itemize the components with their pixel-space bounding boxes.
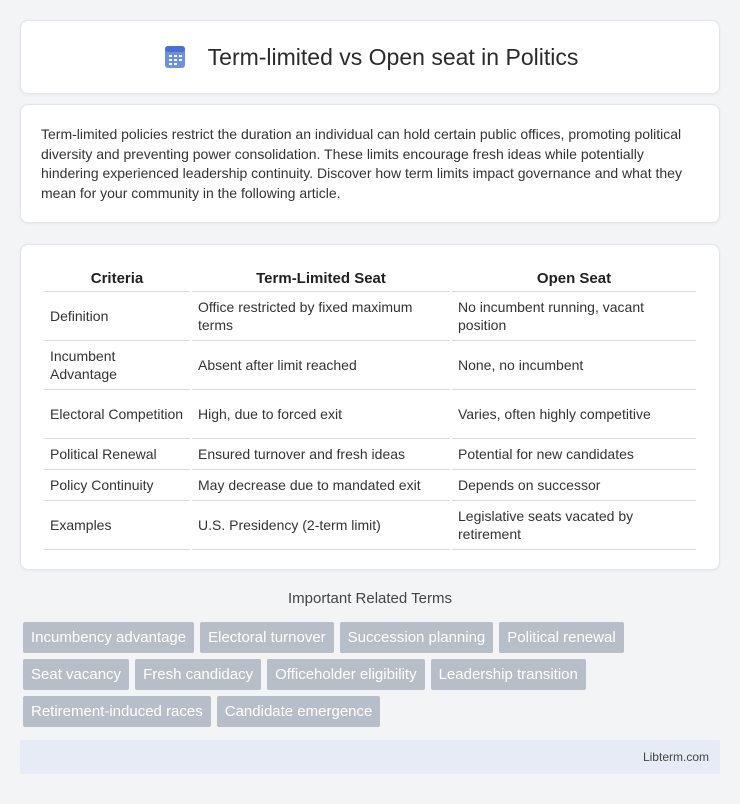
table-row bbox=[44, 292, 696, 341]
table-header-row bbox=[44, 263, 696, 292]
footer-site-link[interactable]: Libterm.com bbox=[642, 750, 709, 764]
table-cell: High, due to forced exit bbox=[192, 390, 450, 439]
tag-succession-planning[interactable]: Succession planning bbox=[340, 622, 494, 653]
comparison-table-card bbox=[20, 244, 720, 570]
tag-incumbency-advantage[interactable]: Incumbency advantage bbox=[23, 622, 194, 653]
tag-leadership-transition[interactable]: Leadership transition bbox=[431, 659, 586, 690]
tag-fresh-candidacy[interactable]: Fresh candidacy bbox=[135, 659, 261, 690]
table-cell: Electoral Competition bbox=[44, 390, 190, 439]
page-title: Term-limited vs Open seat in Politics bbox=[207, 43, 579, 70]
table-cell: May decrease due to mandated exit bbox=[192, 470, 450, 501]
table-cell: U.S. Presidency (2-term limit) bbox=[192, 501, 450, 550]
table-cell: Policy Continuity bbox=[44, 470, 190, 501]
table-cell: Incumbent Advantage bbox=[44, 341, 190, 390]
tag-retirement-induced-races[interactable]: Retirement-induced races bbox=[23, 696, 211, 727]
table-cell: Examples bbox=[44, 501, 190, 550]
tag-officeholder-eligibility[interactable]: Officeholder eligibility bbox=[267, 659, 424, 690]
tag-seat-vacancy[interactable]: Seat vacancy bbox=[23, 659, 129, 690]
intro-text: Term-limited policies restrict the duration an individual can hold certain public offices, promoting political diversity and preventing power consolidation. These limits encourage fresh ideas while potentially hindering experienced leadership continuity. Discover how term limits impact governance and what they mean for your community in the following article. bbox=[41, 126, 682, 201]
table-row bbox=[44, 470, 696, 501]
table-cell: Office restricted by fixed maximum terms bbox=[192, 292, 450, 341]
table-cell: Ensured turnover and fresh ideas bbox=[192, 439, 450, 470]
table-cell: Absent after limit reached bbox=[192, 341, 450, 390]
table-cell: Potential for new candidates bbox=[452, 439, 696, 470]
table-cell: None, no incumbent bbox=[452, 341, 696, 390]
header-criteria: Criteria bbox=[44, 263, 190, 292]
table-cell: Varies, often highly competitive bbox=[452, 390, 696, 439]
tag-electoral-turnover[interactable]: Electoral turnover bbox=[200, 622, 334, 653]
related-terms-list bbox=[23, 622, 723, 733]
table-row bbox=[44, 501, 696, 550]
header-card bbox=[20, 20, 720, 94]
table-cell: No incumbent running, vacant position bbox=[452, 292, 696, 341]
header-open-seat: Open Seat bbox=[452, 263, 696, 292]
tag-candidate-emergence[interactable]: Candidate emergence bbox=[217, 696, 381, 727]
table-row bbox=[44, 439, 696, 470]
comparison-table bbox=[42, 263, 698, 550]
related-terms-title: Important Related Terms bbox=[288, 590, 452, 607]
document-icon bbox=[162, 44, 188, 70]
intro-card bbox=[20, 104, 720, 223]
table-cell: Legislative seats vacated by retirement bbox=[452, 501, 696, 550]
table-cell: Depends on successor bbox=[452, 470, 696, 501]
table-cell: Political Renewal bbox=[44, 439, 190, 470]
footer bbox=[20, 740, 720, 774]
header-term-limited: Term-Limited Seat bbox=[192, 263, 450, 292]
tag-political-renewal[interactable]: Political renewal bbox=[499, 622, 623, 653]
table-cell: Definition bbox=[44, 292, 190, 341]
table-row bbox=[44, 341, 696, 390]
table-row bbox=[44, 390, 696, 439]
